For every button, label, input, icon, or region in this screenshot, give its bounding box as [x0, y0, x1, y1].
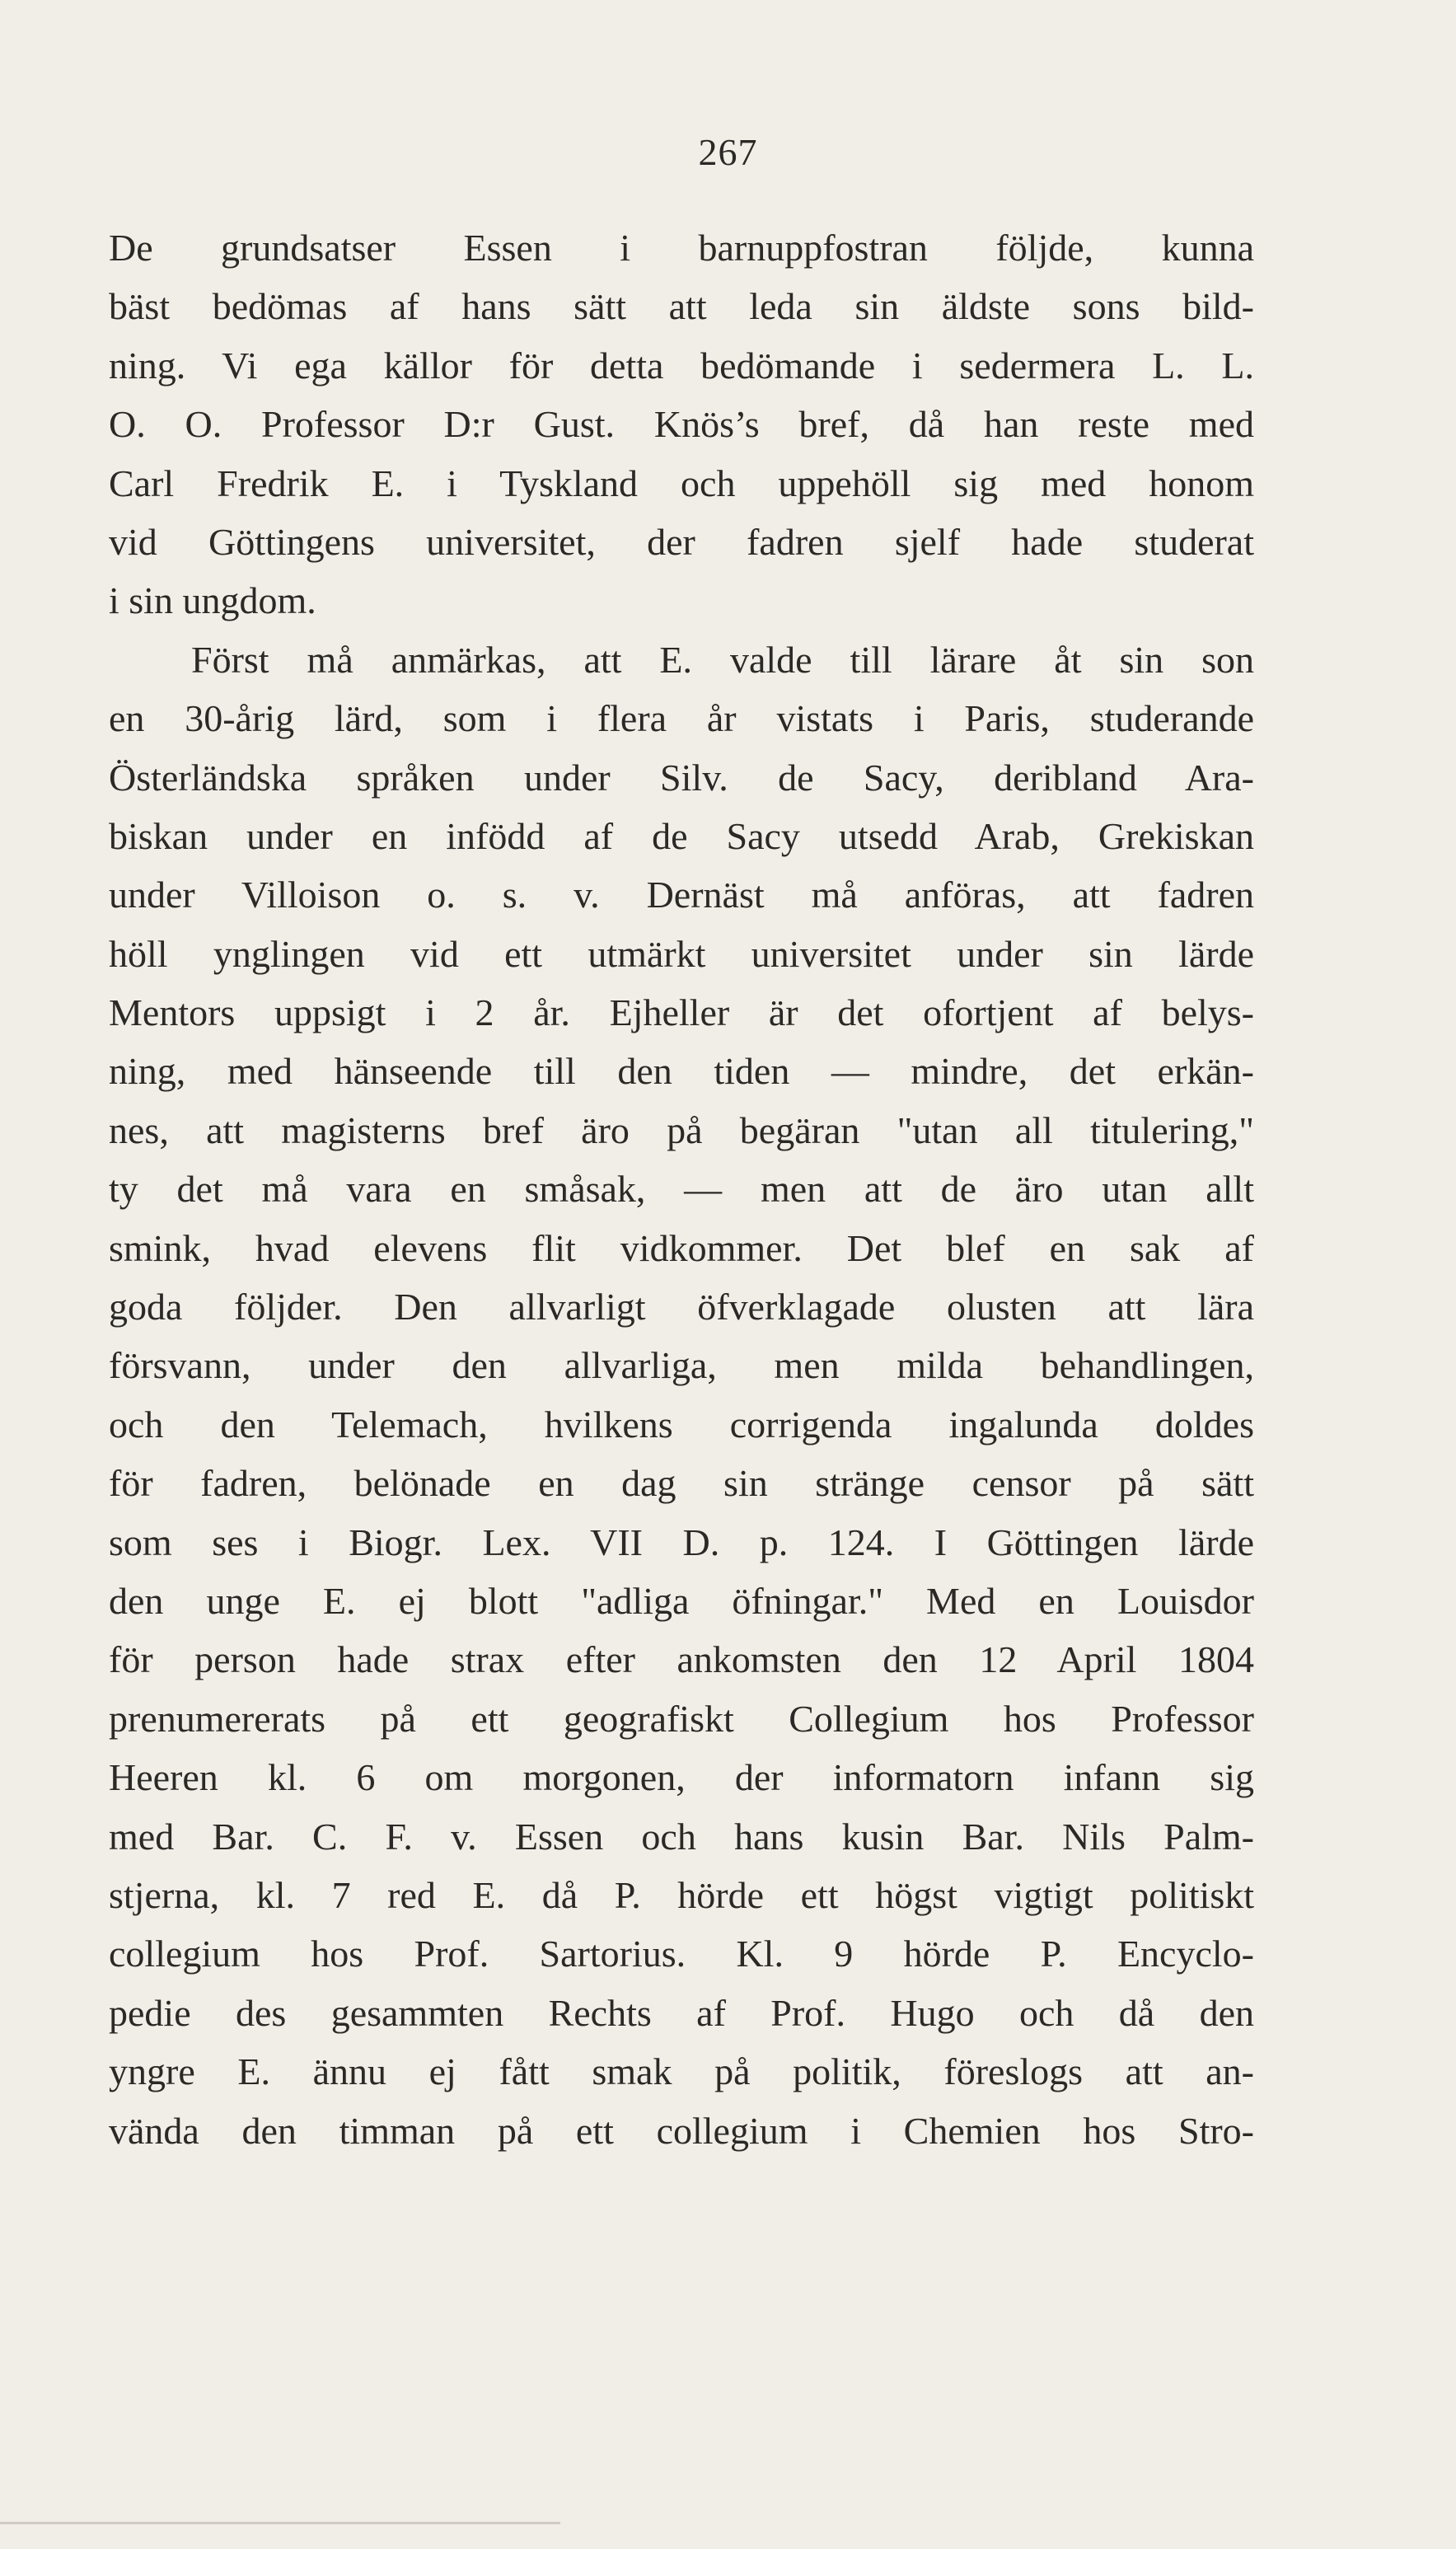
text-line: Carl Fredrik E. i Tyskland och uppehöll sig med honom	[109, 462, 1254, 504]
bottom-rule	[0, 2522, 560, 2524]
text-line: prenumererats på ett geografiskt Collegium hos Professor	[109, 1697, 1254, 1740]
page-number: 267	[698, 131, 758, 173]
text-line: för person hade strax efter ankomsten den 12 April 1804	[109, 1638, 1254, 1681]
text-line: Heeren kl. 6 om morgonen, der informatorn infann sig	[109, 1756, 1254, 1799]
text-line: biskan under en infödd af de Sacy utsedd Arab, Grekiskan	[109, 814, 1254, 857]
text-line: smink, hvad elevens flit vidkommer. Det blef en sak af	[109, 1226, 1254, 1269]
text-line: under Villoison o. s. v. Dernäst må anföras, att fadren	[109, 874, 1254, 916]
text-line: goda följder. Den allvarligt öfverklagade olusten att lära	[109, 1286, 1254, 1328]
text-line: De grundsatser Essen i barnuppfostran följde, kunna	[109, 227, 1254, 269]
text-line: i sin ungdom.	[109, 579, 316, 622]
text-line: en 30-årig lärd, som i flera år vistats i Paris, studerande	[109, 697, 1254, 740]
text-line: ning. Vi ega källor för detta bedömande i sedermera L. L.	[109, 344, 1254, 387]
text-line: och den Telemach, hvilkens corrigenda ingalunda doldes	[109, 1403, 1254, 1446]
text-line: med Bar. C. F. v. Essen och hans kusin Bar. Nils Palm-	[109, 1815, 1254, 1858]
text-line: Först må anmärkas, att E. valde till lärare åt sin son	[191, 638, 1254, 681]
text-line: den unge E. ej blott "adliga öfningar." Med en Louisdor	[109, 1579, 1254, 1622]
text-line: försvann, under den allvarliga, men milda behandlingen,	[109, 1344, 1254, 1387]
text-line: O. O. Professor D:r Gust. Knös’s bref, då han reste med	[109, 403, 1254, 446]
text-line: ning, med hänseende till den tiden — mindre, det erkän-	[109, 1050, 1254, 1093]
text-line: höll ynglingen vid ett utmärkt universitet under sin lärde	[109, 932, 1254, 975]
body-text	[109, 218, 1254, 2160]
text-line: ty det må vara en småsak, — men att de äro utan allt	[109, 1168, 1254, 1211]
text-line: Mentors uppsigt i 2 år. Ejheller är det ofortjent af belys-	[109, 991, 1254, 1034]
text-line: Österländska språken under Silv. de Sacy, deribland Ara-	[109, 756, 1254, 799]
text-line: bäst bedömas af hans sätt att leda sin äldste sons bild-	[109, 285, 1254, 328]
text-line: som ses i Biogr. Lex. VII D. p. 124. I Göttingen lärde	[109, 1520, 1254, 1563]
text-line: collegium hos Prof. Sartorius. Kl. 9 hörde P. Encyclo-	[109, 1933, 1254, 1975]
text-line: vända den timman på ett collegium i Chemien hos Stro-	[109, 2109, 1254, 2152]
text-line: för fadren, belönade en dag sin stränge censor på sätt	[109, 1462, 1254, 1505]
text-line: yngre E. ännu ej fått smak på politik, föreslogs att an-	[109, 2050, 1254, 2093]
text-line: nes, att magisterns bref äro på begäran "utan all titulering,"	[109, 1108, 1254, 1151]
text-line: vid Göttingens universitet, der fadren sjelf hade studerat	[109, 520, 1254, 563]
text-line: pedie des gesammten Rechts af Prof. Hugo och då den	[109, 1991, 1254, 2034]
text-line: stjerna, kl. 7 red E. då P. hörde ett högst vigtigt politiskt	[109, 1873, 1254, 1916]
